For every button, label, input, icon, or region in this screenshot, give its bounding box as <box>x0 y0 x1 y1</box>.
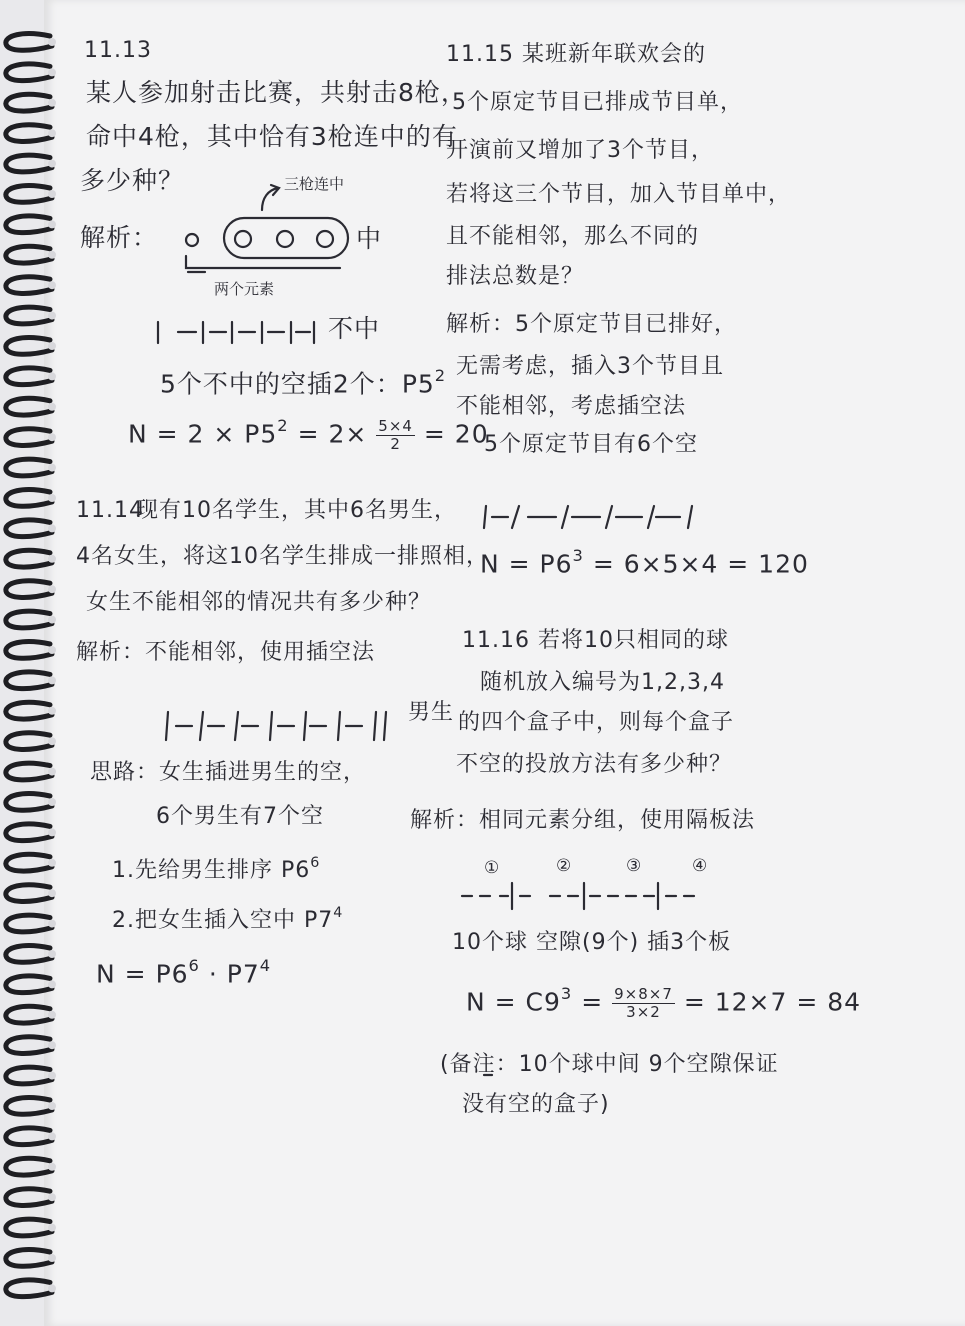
spiral-ring <box>6 34 56 51</box>
miss-label: 不中 <box>328 314 381 343</box>
spiral-ring <box>6 1098 56 1115</box>
spiral-ring <box>6 155 56 172</box>
spiral-ring <box>6 1158 56 1175</box>
spiral-ring <box>6 1067 56 1084</box>
problem-1116-line-2: 随机放入编号为1,2,3,4 <box>480 670 725 695</box>
spiral-ring <box>6 976 56 993</box>
spiral-ring <box>6 429 56 446</box>
formula-1115: $N = P6^3 = 6\times 5\times 4 = 120$ <box>480 546 809 579</box>
spiral-binding <box>0 0 60 1326</box>
result-1114: $N = P6^6 \cdot P7^4$ <box>96 956 272 989</box>
spiral-ring <box>6 581 56 598</box>
spiral-ring <box>6 611 56 628</box>
spiral-ring <box>6 277 56 294</box>
spiral-ring <box>6 946 56 963</box>
spiral-ring <box>6 1250 56 1267</box>
spiral-ring <box>6 1280 56 1297</box>
note-1116-line-2: 没有空的盒子) <box>462 1092 610 1117</box>
analysis-1115-line-3: 不能相邻，考虑插空法 <box>456 394 687 419</box>
problem-1115-line-6: 排法总数是？ <box>446 264 585 289</box>
spiral-ring <box>6 642 56 659</box>
analysis-1115-line-2: 无需考虑，插入3个节目且 <box>456 354 724 379</box>
spiral-ring <box>6 94 56 111</box>
spiral-ring <box>6 1006 56 1023</box>
spiral-ring <box>6 490 56 507</box>
formula-1113: $N = 2 \times P5^2 = 2\times$ $\frac{5\times 4}{2}$ = 20 <box>128 416 489 453</box>
box-label-2: ② <box>556 856 572 876</box>
spiral-ring <box>6 672 56 689</box>
spiral-ring <box>6 854 56 871</box>
date-1113: 11.13 <box>84 38 152 63</box>
spiral-ring <box>6 368 56 385</box>
step-1114-2: 2.把女生插入空中 $P7^4$ <box>112 905 344 933</box>
line-1113-insert: 5个不中的空插2个：$P5^2$ <box>160 366 447 399</box>
spiral-ring <box>6 824 56 841</box>
problem-1114-line-1: 现有10名学生，其中6名男生， <box>136 498 457 523</box>
analysis-1115-line-4: 5个原定节目有6个空 <box>484 432 698 457</box>
annot-consecutive: 三枪连中 <box>284 175 345 193</box>
box-label-4: ④ <box>692 856 708 876</box>
spiral-ring <box>6 307 56 324</box>
problem-1115-line-2: 5个原定节目已排成节目单， <box>452 90 743 115</box>
spiral-ring <box>6 125 56 142</box>
problem-1113-line-1: 某人参加射击比赛，共射击8枪， <box>86 78 467 107</box>
formula-1116: $N = C9^3$ = $\frac{9\times 8\times 7}{3\times 2}$ = 12×7 = 84 <box>466 984 862 1021</box>
idea-1114-line-1: 思路：女生插进男生的空， <box>90 760 367 785</box>
spiral-ring <box>6 520 56 537</box>
box-label-1: ① <box>484 858 500 878</box>
board-line-1116: 10个球 空隙(9个) 插3个板 <box>452 930 732 955</box>
analysis-1116: 解析：相同元素分组，使用隔板法 <box>410 808 756 833</box>
spiral-ring <box>6 763 56 780</box>
analysis-label-1113: 解析： <box>80 223 159 252</box>
fraction-1116: $\frac{9\times 8\times 7}{3\times 2}$ <box>614 985 673 1021</box>
spiral-ring <box>6 398 56 415</box>
problem-1116-line-4: 不空的投放方法有多少种？ <box>456 752 733 777</box>
spiral-ring <box>6 216 56 233</box>
problem-1116-line-3: 的四个盒子中，则每个盒子 <box>458 710 735 735</box>
problem-1114-line-2: 4名女生，将这10名学生排成一排照相， <box>76 544 489 569</box>
boys-label: 男生 <box>408 700 455 725</box>
spiral-ring <box>6 64 56 81</box>
box-label-3: ③ <box>626 856 642 876</box>
problem-1116-line-1: 11.16 若将10只相同的球 <box>462 628 729 653</box>
note-1116-line-1: (备注：10个球中间 9个空隙保证 <box>440 1052 779 1077</box>
annot-hit: 中 <box>356 224 383 253</box>
spiral-ring <box>6 702 56 719</box>
step-1114-1: 1.先给男生排序 $P6^6$ <box>112 855 321 883</box>
problem-1113-line-2: 命中4枪，其中恰有3枪连中的有 <box>86 122 458 151</box>
spiral-ring <box>6 1219 56 1236</box>
spiral-ring <box>6 550 56 567</box>
idea-1114-line-2: 6个男生有7个空 <box>156 804 324 829</box>
problem-1113-line-3: 多少种？ <box>80 166 185 195</box>
spiral-ring <box>6 1189 56 1206</box>
problem-1115-line-1: 11.15 某班新年联欢会的 <box>446 42 706 67</box>
spiral-ring <box>6 1037 56 1054</box>
date-1114: 11.14 <box>76 498 144 523</box>
spiral-ring <box>6 186 56 203</box>
spiral-ring <box>6 338 56 355</box>
spiral-ring <box>6 246 56 263</box>
problem-1115-line-5: 且不能相邻，那么不同的 <box>446 224 700 249</box>
spiral-ring <box>6 794 56 811</box>
fraction-1113: $\frac{5\times 4}{2}$ <box>378 417 413 453</box>
problem-1114-line-3: 女生不能相邻的情况共有多少种？ <box>86 590 432 615</box>
spiral-ring <box>6 733 56 750</box>
spiral-ring <box>6 915 56 932</box>
spiral-ring <box>6 885 56 902</box>
analysis-1115-line-1: 解析：5个原定节目已排好， <box>446 312 737 337</box>
spiral-ring <box>6 1128 56 1145</box>
spiral-ring <box>6 459 56 476</box>
annot-two-elements: 两个元素 <box>214 280 275 298</box>
analysis-1114: 解析：不能相邻，使用插空法 <box>76 640 376 665</box>
problem-1115-line-4: 若将这三个节目，加入节目单中， <box>446 182 792 207</box>
problem-1115-line-3: 开演前又增加了3个节目， <box>446 138 714 163</box>
